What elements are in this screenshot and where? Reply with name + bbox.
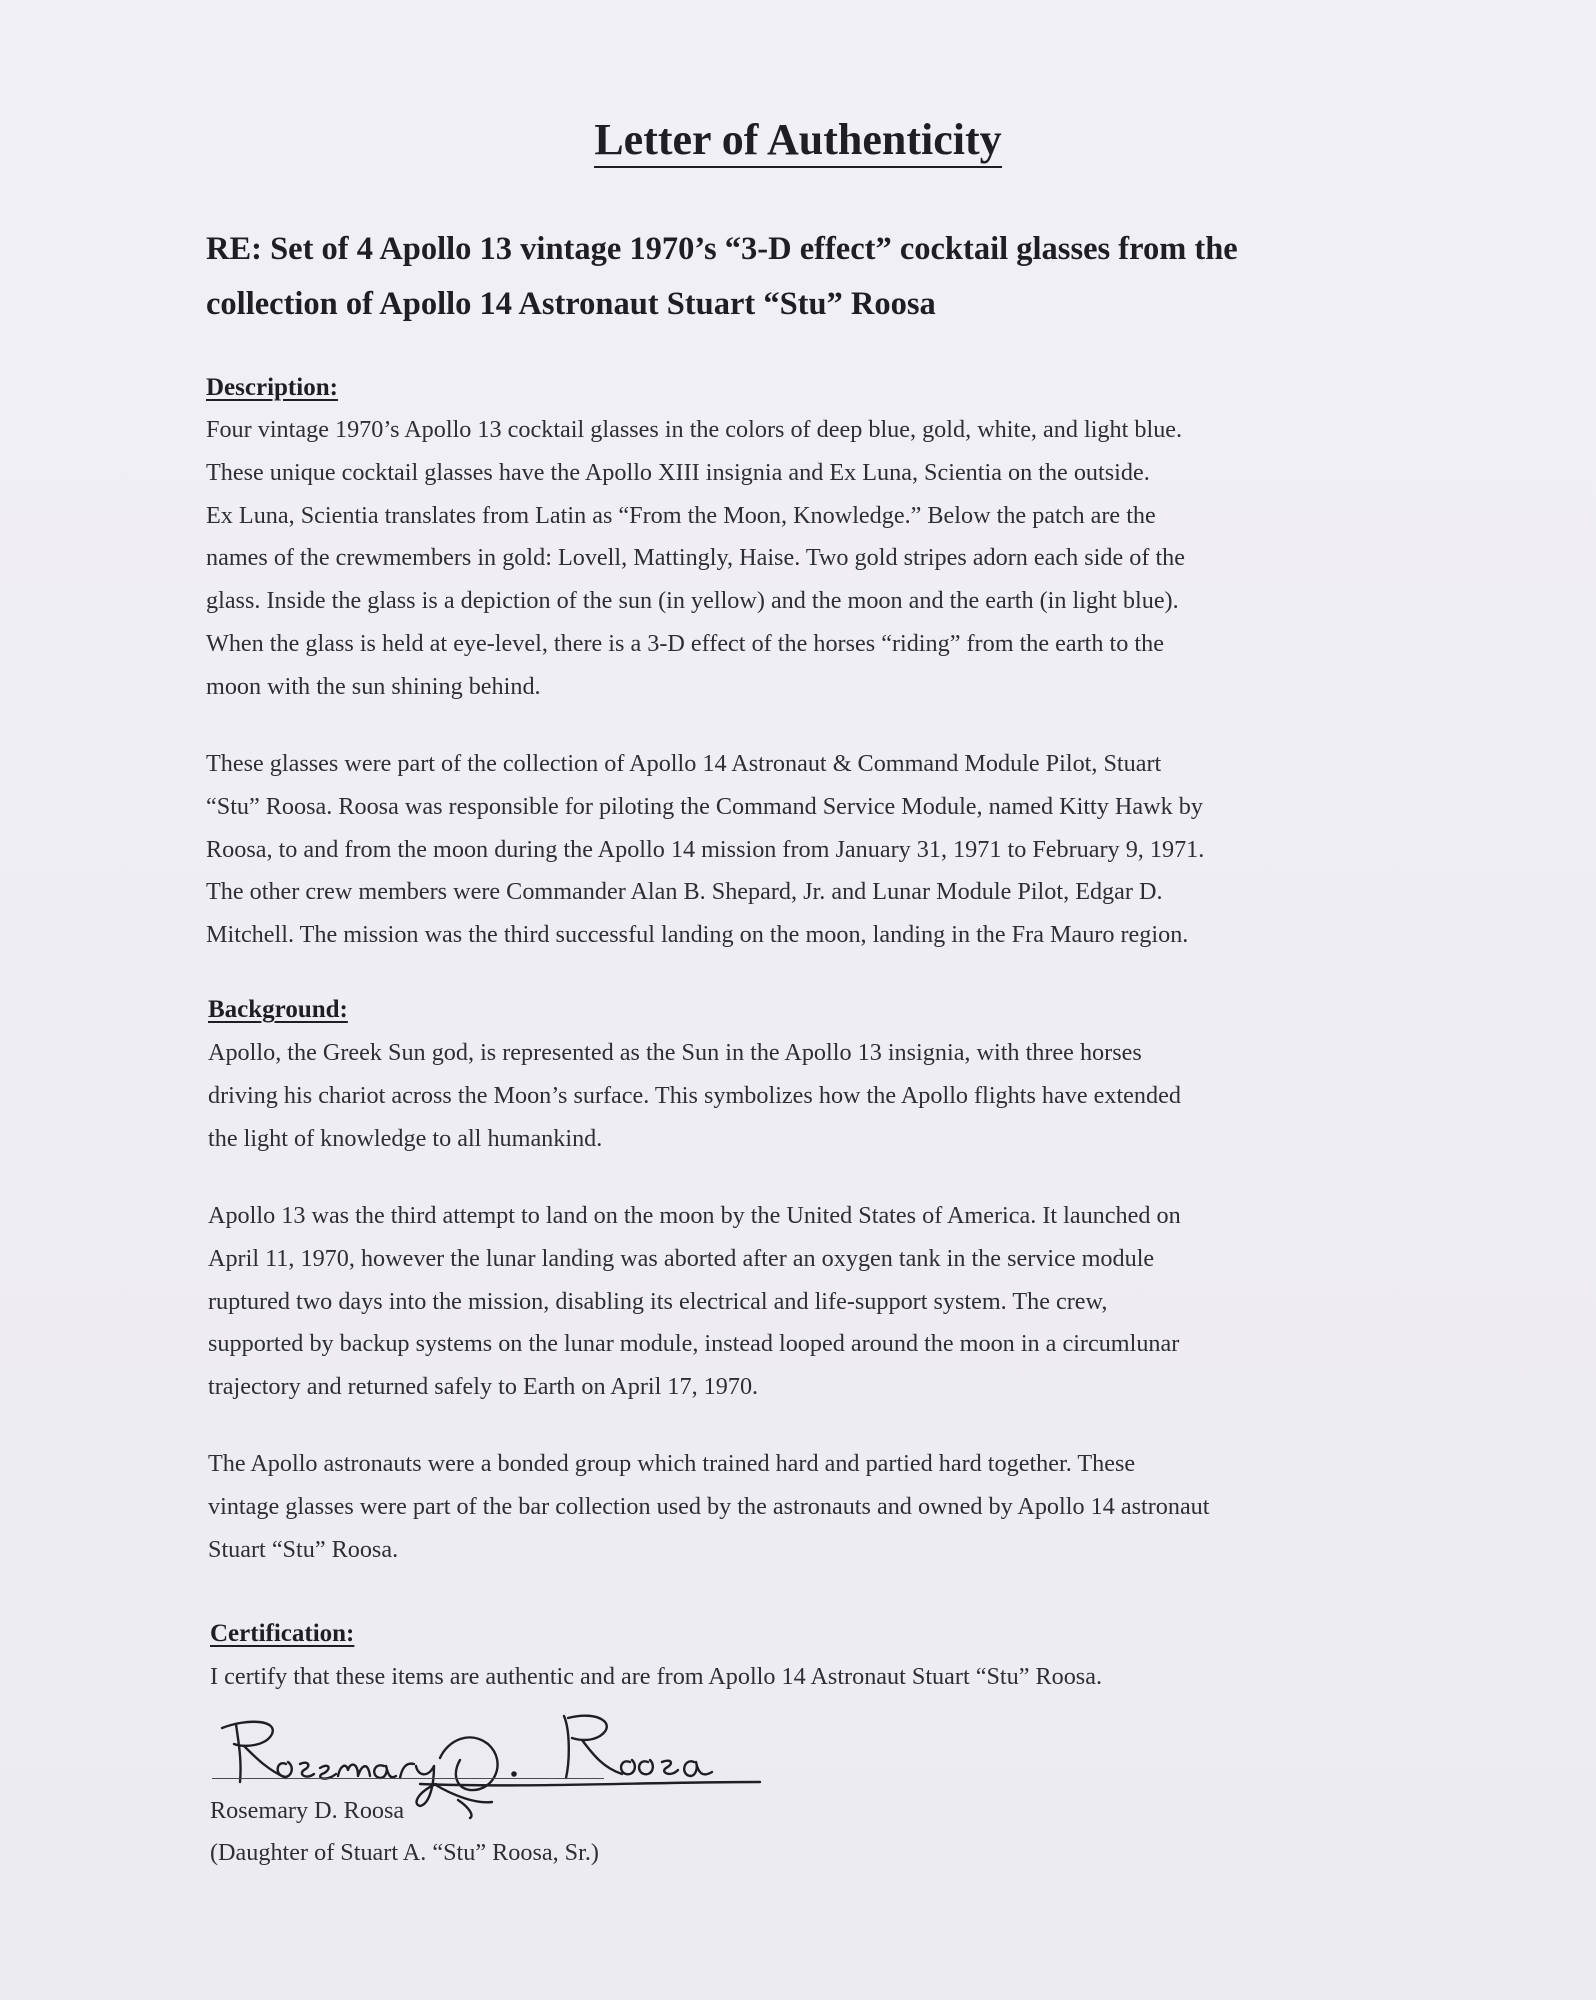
text-line: vintage glasses were part of the bar collection used by the astronauts and owned by Apollo 14 astronaut	[208, 1492, 1210, 1520]
letter-title-text: Letter of Authenticity	[594, 116, 1001, 168]
text-line: April 11, 1970, however the lunar landing was aborted after an oxygen tank in the service module	[208, 1244, 1155, 1272]
text-line: The Apollo astronauts were a bonded group which trained hard and partied hard together. These	[208, 1450, 1136, 1477]
text-line: ruptured two days into the mission, disabling its electrical and life-support system. The crew,	[208, 1287, 1108, 1315]
description-paragraph-2	[206, 743, 1436, 957]
description-paragraph-1	[206, 409, 1436, 709]
letter-title	[0, 112, 1596, 168]
signature-line	[212, 1778, 604, 1779]
background-heading: Background:	[208, 996, 348, 1023]
background-paragraph-2	[208, 1195, 1438, 1409]
text-line: Apollo, the Greek Sun god, is represented as the Sun in the Apollo 13 insignia, with three horses	[208, 1039, 1142, 1066]
text-line: “Stu” Roosa. Roosa was responsible for piloting the Command Service Module, named Kitty Hawk by	[206, 792, 1203, 820]
text-line: moon with the sun shining behind.	[206, 672, 541, 700]
text-line: Mitchell. The mission was the third successful landing on the moon, landing in the Fra Mauro region.	[206, 921, 1189, 949]
re-subject-line-1: RE: Set of 4 Apollo 13 vintage 1970’s “3-D effect” cocktail glasses from the	[206, 231, 1238, 267]
text-line: Four vintage 1970’s Apollo 13 cocktail glasses in the colors of deep blue, gold, white, and light blue.	[206, 416, 1183, 443]
text-line: glass. Inside the glass is a depiction of the sun (in yellow) and the moon and the earth (in light blue).	[206, 587, 1179, 615]
text-line: Apollo 13 was the third attempt to land on the moon by the United States of America. It launched on	[208, 1202, 1181, 1229]
text-line: Ex Luna, Scientia translates from Latin as “From the Moon, Knowledge.” Below the patch are the	[206, 501, 1156, 529]
text-line: supported by backup systems on the lunar module, instead looped around the moon in a circumlunar	[208, 1330, 1180, 1358]
certification-statement: I certify that these items are authentic and are from Apollo 14 Astronaut Stuart “Stu” Roosa.	[210, 1663, 1103, 1690]
text-line: These glasses were part of the collection of Apollo 14 Astronaut & Command Module Pilot, Stuart	[206, 750, 1162, 777]
text-line: trajectory and returned safely to Earth on April 17, 1970.	[208, 1373, 759, 1401]
background-paragraph-1	[208, 1032, 1438, 1160]
re-subject-line-2: collection of Apollo 14 Astronaut Stuart “Stu” Roosa	[206, 286, 936, 322]
text-line: These unique cocktail glasses have the Apollo XIII insignia and Ex Luna, Scientia on the outside.	[206, 458, 1150, 486]
description-heading: Description:	[206, 374, 338, 401]
re-subject	[206, 222, 1406, 332]
text-line: the light of knowledge to all humankind.	[208, 1124, 603, 1152]
signer-note: (Daughter of Stuart A. “Stu” Roosa, Sr.)	[210, 1839, 599, 1866]
text-line: When the glass is held at eye-level, there is a 3-D effect of the horses “riding” from the earth to the	[206, 629, 1164, 657]
signer-name: Rosemary D. Roosa	[210, 1797, 405, 1824]
text-line: Stuart “Stu” Roosa.	[208, 1535, 399, 1563]
text-line: Roosa, to and from the moon during the Apollo 14 mission from January 31, 1971 to February 9, 1971.	[206, 835, 1205, 863]
certification-heading: Certification:	[210, 1620, 355, 1647]
text-line: The other crew members were Commander Alan B. Shepard, Jr. and Lunar Module Pilot, Edgar D.	[206, 878, 1163, 906]
text-line: driving his chariot across the Moon’s surface. This symbolizes how the Apollo flights have extended	[208, 1081, 1181, 1109]
background-paragraph-3	[208, 1443, 1438, 1571]
text-line: names of the crewmembers in gold: Lovell, Mattingly, Haise. Two gold stripes adorn each side of the	[206, 544, 1186, 572]
